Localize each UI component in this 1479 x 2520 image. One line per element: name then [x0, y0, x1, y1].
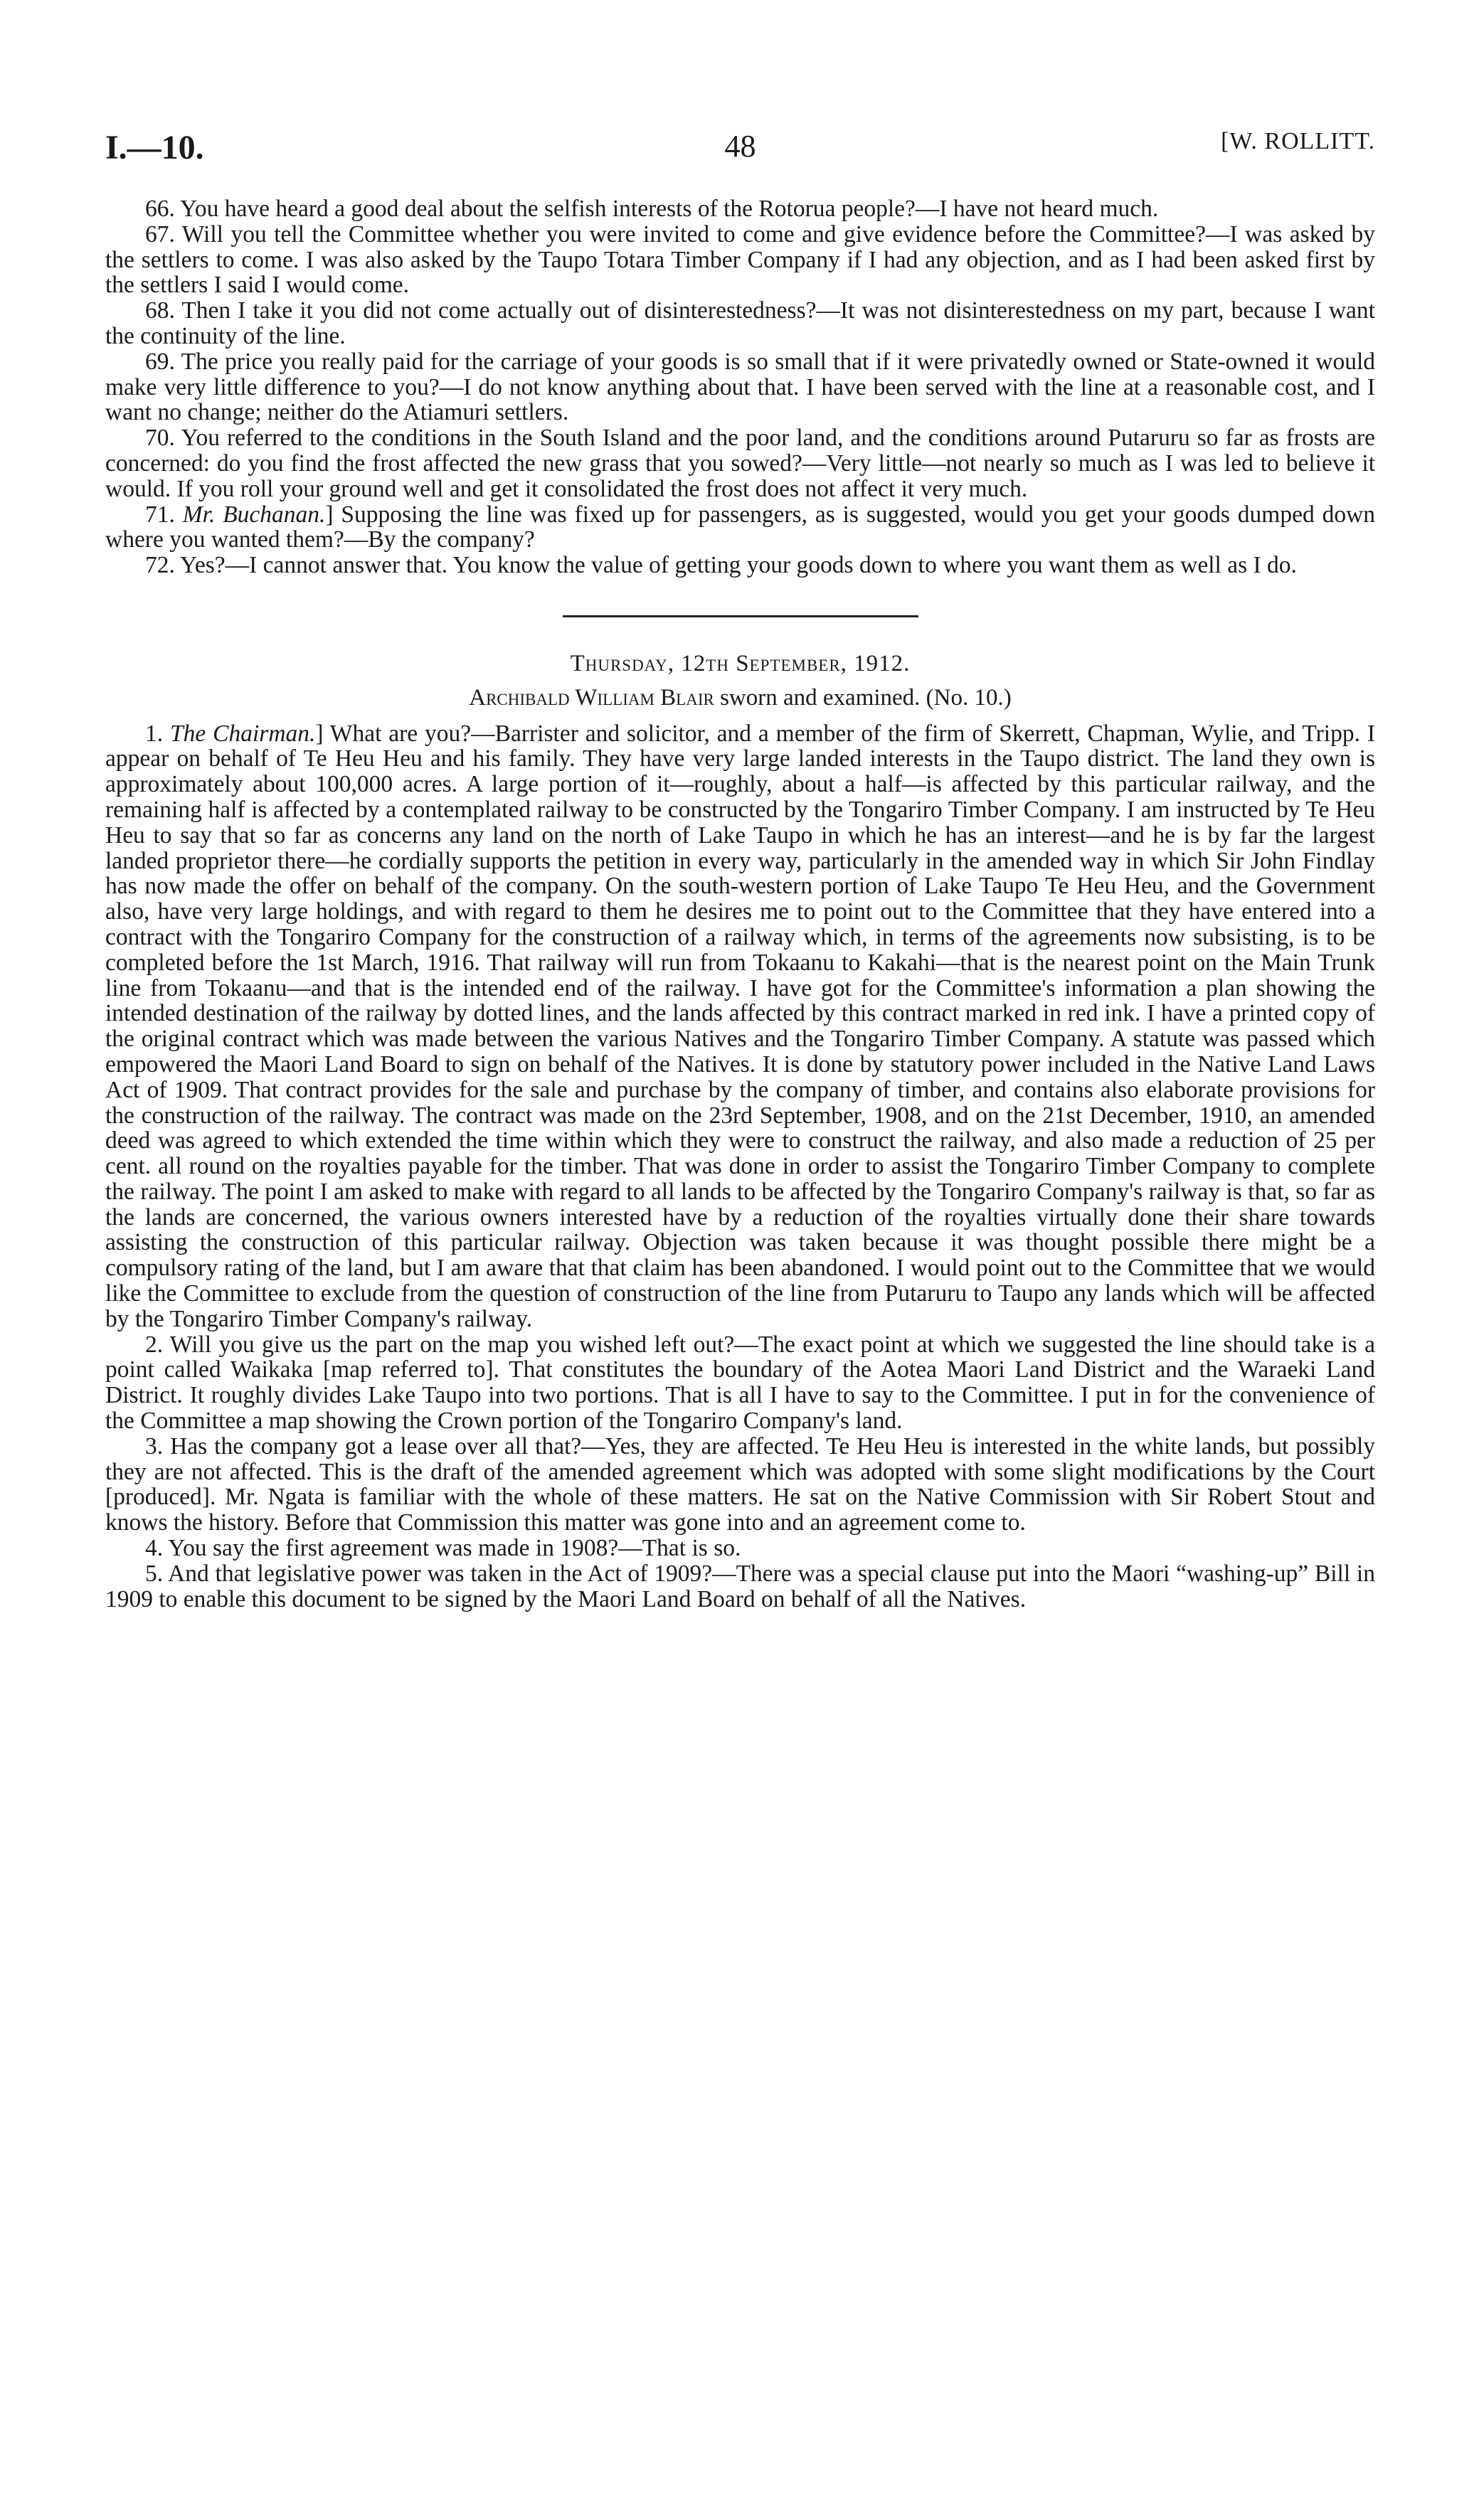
question-2: 2. Will you give us the part on the map you wished left out?—The exact point at which we suggested the line should take is a point called Waikaka [map referred to]. That constitutes the boundary of the Aotea Maori Land District and the Waraeki Land District. It roughly divides Lake Taupo into two portions. That is all I have to say to the Committee. I put in for the convenience of the Committee a map showing the Crown portion of the Tongariro Company's land.	[105, 1331, 1375, 1435]
document-body	[105, 196, 1375, 1612]
date-heading: Thursday, 12th September, 1912.	[570, 650, 911, 676]
question-69: 69. The price you really paid for the carriage of your goods is so small that if it were privatedly owned or State-owned it would make very little difference to you?—I do not know anything about that. I have been served with the line at a reasonable cost, and I want no change; neither do the Atiamuri settlers.	[105, 348, 1375, 426]
witness-heading	[105, 686, 1375, 711]
question-number: 71.	[145, 501, 175, 528]
question-text: ] Supposing the line was fixed up for passengers, as is suggested, would you get your goods dumped down where you wanted them?—By the company?	[105, 501, 1376, 553]
witness-status: sworn and examined. (No. 10.)	[714, 684, 1012, 711]
question-72: 72. Yes?—I cannot answer that. You know the value of getting your goods down to where you want them as well as I do.	[145, 552, 1297, 579]
question-66: 66. You have heard a good deal about the selfish interests of the Rotorua people?—I have not heard much.	[145, 196, 1159, 222]
question-text: ] What are you?—Barrister and solicitor, and a member of the firm of Skerrett, Chapman, Wylie, and Tripp. I appear on behalf of Te Heu Heu and his family. They have very large landed interests in the Taupo district. The land they own is approximately about 100,000 acres. A large portion of it—roughly, about a half—is affected by this particular railway, and the remaining half is affected by a contemplated railway to be constructed by the Tongariro Timber Company. I am instructed by Te Heu Heu to say that so far as concerns any land on the north of Lake Taupo in which he has an interest—and he is by far the largest landed proprietor there—he cordially supports the petition in every way, particularly in the amended way in which Sir John Findlay has now made the offer on behalf of the company. On the south-western portion of Lake Taupo Te Heu Heu, and the Government also, have very large holdings, and with regard to them he desires me to point out to the Committee that they have entered into a contract with the Tongariro Company for the construction of a railway which, in terms of the agreements now subsisting, is to be completed before the 1st March, 1916. That railway will run from Tokaanu to Kakahi—that is the nearest point on the Main Trunk line from Tokaanu—and that is the intended end of the railway. I have got for the Committee's information a plan showing the intended destination of the railway by dotted lines, and the lands affected by this contract marked in red ink. I have a printed copy of the original contract which was made between the various Natives and the Tongariro Timber Company. A statute was passed which empowered the Maori Land Board to sign on behalf of the Natives. It is done by statutory power included in the Native Land Laws Act of 1909. That contract provides for the sale and purchase by the company of timber, and contains also elaborate provisions for the construction of the railway. The contract was made on the 23rd September, 1908, and on the 21st December, 1910, an amended deed was agreed to which extended the time within which they were to construct the railway, and also made a reduction of 25 per cent. all round on the royalties payable for the timber. That was done in order to assist the Tongariro Timber Company to complete the railway. The point I am asked to make with regard to all lands to be affected by the Tongariro Company's railway is that, so far as the lands are concerned, the various owners interested have by a reduction of the royalties virtually done their share towards assisting the construction of this particular railway. Objection was taken because it was thought possible there might be a compulsory rating of the land, but I am aware that that claim has been abandoned. I would point out to the Committee that we would like the Committee to exclude from the question of construction of the line from Putaruru to Taupo any lands which will be affected by the Tongariro Timber Company's railway.	[105, 720, 1375, 1332]
question-1	[105, 721, 1375, 1332]
section-divider	[563, 615, 918, 617]
question-number: 1.	[145, 720, 164, 747]
document-page	[105, 119, 1375, 1612]
witness-name: Archibald William Blair	[469, 684, 714, 711]
speaker-name: The Chairman.	[170, 720, 316, 747]
question-70: 70. You referred to the conditions in the South Island and the poor land, and the conditions around Putaruru so far as frosts are concerned: do you find the frost affected the new grass that you sowed?—Very little—not nearly so much as I was led to believe it would. If you roll your ground well and get it consolidated the frost does not affect it very much.	[105, 425, 1375, 502]
page-number: 48	[724, 129, 756, 164]
witness-tag: [W. ROLLITT.	[1221, 128, 1375, 154]
question-5: 5. And that legislative power was taken in the Act of 1909?—There was a special clause put into the Maori “washing-up” Bill in 1909 to enable this document to be signed by the Maori Land Board on behalf of all the Natives.	[105, 1560, 1375, 1612]
question-68: 68. Then I take it you did not come actually out of disinterestedness?—It was not disinterestedness on my part, because I want the continuity of the line.	[105, 297, 1375, 349]
speaker-name: Mr. Buchanan.	[182, 501, 326, 528]
question-67: 67. Will you tell the Committee whether you were invited to come and give evidence before the Committee?—I was asked by the settlers to come. I was also asked by the Taupo Totara Timber Company if I had any objection, and as I had been asked first by the settlers I said I would come.	[105, 220, 1375, 299]
report-code: I.—10.	[105, 129, 204, 166]
question-3: 3. Has the company got a lease over all that?—Yes, they are affected. Te Heu Heu is interested in the white lands, but possibly they are not affected. This is the draft of the amended agreement which was adopted with some slight modifications by the Court [produced]. Mr. Ngata is familiar with the whole of these matters. He sat on the Native Commission with Sir Robert Stout and knows the history. Before that Commission this matter was gone into and an agreement come to.	[105, 1432, 1375, 1536]
page-header	[105, 119, 1375, 169]
question-4: 4. You say the first agreement was made in 1908?—That is so.	[145, 1535, 741, 1562]
question-71	[105, 502, 1375, 553]
